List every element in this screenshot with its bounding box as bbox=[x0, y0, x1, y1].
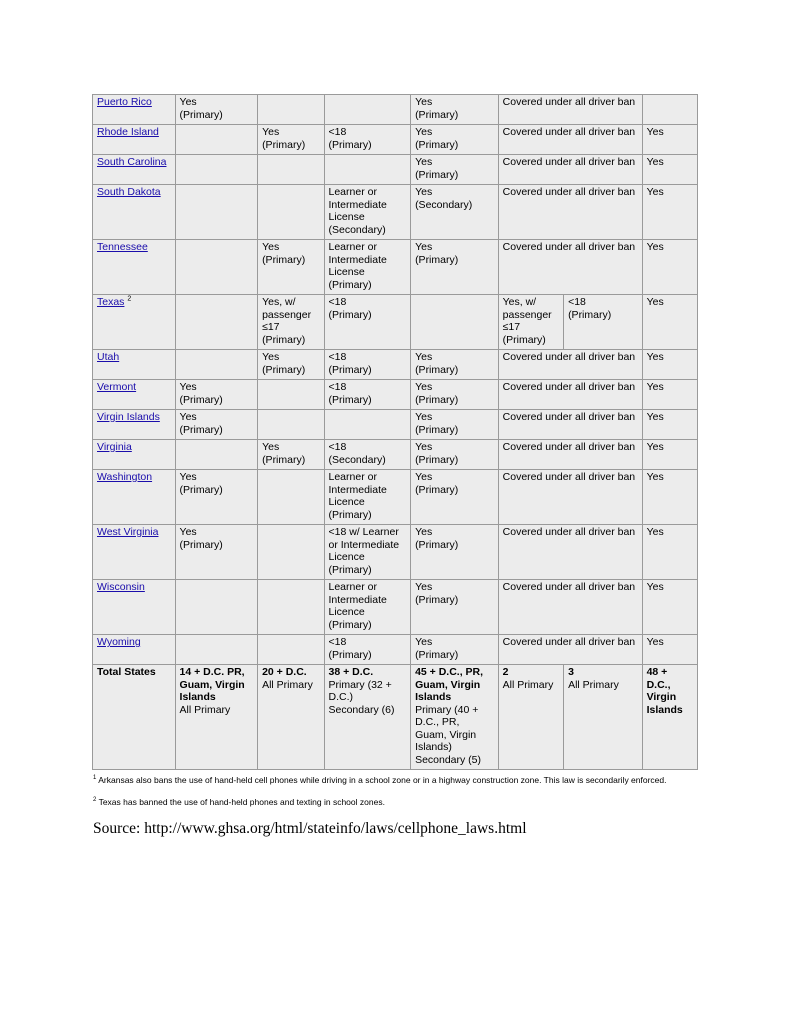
state-cell bbox=[93, 95, 176, 125]
table-cell: Covered under all driver ban bbox=[498, 95, 642, 125]
state-cell bbox=[93, 635, 176, 665]
table-row bbox=[93, 155, 698, 185]
table-cell: Yes bbox=[642, 125, 697, 155]
table-cell: Covered under all driver ban bbox=[498, 380, 642, 410]
table-cell: Learner or Intermediate Licence (Primary) bbox=[324, 470, 411, 525]
total-cell bbox=[258, 665, 324, 770]
table-cell: Learner or Intermediate License (Primary) bbox=[324, 240, 411, 295]
table-cell bbox=[175, 185, 258, 240]
state-link[interactable]: Vermont bbox=[97, 381, 137, 393]
table-body bbox=[93, 95, 698, 770]
footnote-text: Arkansas also bans the use of hand-held cell phones while driving in a school zone or in a highway construction zone. This law is secondarily enforced. bbox=[98, 775, 667, 785]
table-cell: Yes bbox=[642, 380, 697, 410]
table-cell bbox=[175, 125, 258, 155]
total-cell bbox=[498, 665, 563, 770]
table-cell: Yes (Primary) bbox=[175, 95, 258, 125]
state-link[interactable]: Tennessee bbox=[97, 241, 148, 253]
state-link[interactable]: Utah bbox=[97, 351, 120, 363]
table-row bbox=[93, 410, 698, 440]
table-cell bbox=[642, 95, 697, 125]
table-cell: Yes (Primary) bbox=[175, 525, 258, 580]
table-cell: <18 (Primary) bbox=[324, 125, 411, 155]
table-cell: Covered under all driver ban bbox=[498, 470, 642, 525]
table-row bbox=[93, 350, 698, 380]
table-cell: Covered under all driver ban bbox=[498, 635, 642, 665]
state-cell bbox=[93, 185, 176, 240]
table-row bbox=[93, 440, 698, 470]
state-link[interactable]: Puerto Rico bbox=[97, 96, 152, 108]
total-enforcement: All Primary bbox=[568, 678, 619, 691]
total-count: 3 bbox=[568, 666, 574, 678]
table-row bbox=[93, 470, 698, 525]
table-cell: Yes, w/ passenger ≤17 (Primary) bbox=[498, 295, 563, 350]
table-cell: Covered under all driver ban bbox=[498, 440, 642, 470]
table-cell bbox=[175, 155, 258, 185]
table-cell: Yes (Primary) bbox=[258, 240, 324, 295]
table-cell: Yes bbox=[642, 525, 697, 580]
table-cell: Yes bbox=[642, 410, 697, 440]
table-cell bbox=[258, 185, 324, 240]
table-cell bbox=[258, 155, 324, 185]
state-cell bbox=[93, 125, 176, 155]
state-cell bbox=[93, 410, 176, 440]
table-cell bbox=[258, 95, 324, 125]
table-cell: Yes bbox=[642, 185, 697, 240]
table-cell: Covered under all driver ban bbox=[498, 580, 642, 635]
total-enforcement: Primary (40 + D.C., PR, Guam, Virgin Islands) Secondary (5) bbox=[415, 703, 482, 766]
table-cell: <18 (Primary) bbox=[324, 635, 411, 665]
table-cell: Yes (Primary) bbox=[258, 350, 324, 380]
table-cell: Yes (Primary) bbox=[411, 350, 499, 380]
total-count: 45 + D.C., PR, Guam, Virgin Islands bbox=[415, 666, 484, 703]
table-cell: Yes bbox=[642, 635, 697, 665]
table-cell bbox=[258, 410, 324, 440]
footnote-1 bbox=[93, 775, 693, 786]
table-cell: Yes, w/ passenger ≤17 (Primary) bbox=[258, 295, 324, 350]
table-cell: Yes (Primary) bbox=[411, 470, 499, 525]
table-cell bbox=[175, 635, 258, 665]
table-cell bbox=[324, 155, 411, 185]
table-cell: <18 (Primary) bbox=[324, 380, 411, 410]
table-cell bbox=[175, 295, 258, 350]
table-cell: Yes (Primary) bbox=[411, 95, 499, 125]
table-cell: Yes (Primary) bbox=[175, 380, 258, 410]
state-link[interactable]: Wisconsin bbox=[97, 581, 145, 593]
total-label: Total States bbox=[93, 665, 176, 770]
table-cell: Yes (Primary) bbox=[175, 410, 258, 440]
table-cell bbox=[175, 240, 258, 295]
table-cell: Yes bbox=[642, 295, 697, 350]
table-cell: Yes (Primary) bbox=[411, 155, 499, 185]
state-link[interactable]: South Carolina bbox=[97, 156, 167, 168]
total-cell bbox=[564, 665, 643, 770]
state-cell bbox=[93, 350, 176, 380]
total-enforcement: Primary (32 + D.C.) Secondary (6) bbox=[328, 678, 395, 716]
table-cell: Yes (Primary) bbox=[411, 525, 499, 580]
table-cell: Yes bbox=[642, 470, 697, 525]
table-cell: Yes (Primary) bbox=[411, 440, 499, 470]
table-cell: Yes bbox=[642, 155, 697, 185]
footnote-mark: 1 bbox=[93, 775, 97, 782]
source-citation: Source: http://www.ghsa.org/html/stateinfo/laws/cellphone_laws.html bbox=[93, 820, 527, 837]
state-link[interactable]: Texas bbox=[97, 296, 125, 308]
state-cell bbox=[93, 525, 176, 580]
table-cell: Covered under all driver ban bbox=[498, 155, 642, 185]
table-cell: Yes (Primary) bbox=[411, 240, 499, 295]
table-cell: Yes (Primary) bbox=[411, 125, 499, 155]
table-cell: Covered under all driver ban bbox=[498, 185, 642, 240]
table-cell: Yes (Secondary) bbox=[411, 185, 499, 240]
table-cell bbox=[258, 525, 324, 580]
total-cell bbox=[411, 665, 499, 770]
total-cell bbox=[175, 665, 258, 770]
table-cell: Yes bbox=[642, 440, 697, 470]
table-cell bbox=[258, 580, 324, 635]
total-count: 48 + D.C., Virgin Islands bbox=[646, 666, 683, 716]
table-row bbox=[93, 635, 698, 665]
table-cell: Yes bbox=[642, 240, 697, 295]
table-cell: Yes (Primary) bbox=[411, 380, 499, 410]
table-cell bbox=[175, 580, 258, 635]
table-cell: Yes (Primary) bbox=[175, 470, 258, 525]
table-cell: Covered under all driver ban bbox=[498, 350, 642, 380]
table-cell: Covered under all driver ban bbox=[498, 240, 642, 295]
table-row bbox=[93, 295, 698, 350]
table-row bbox=[93, 525, 698, 580]
table-cell: <18 (Primary) bbox=[324, 350, 411, 380]
table-cell: Yes (Primary) bbox=[411, 580, 499, 635]
table-cell: Yes bbox=[642, 580, 697, 635]
table-cell bbox=[258, 635, 324, 665]
total-cell bbox=[324, 665, 411, 770]
table-cell bbox=[175, 440, 258, 470]
cellphone-laws-table bbox=[92, 94, 698, 770]
table-cell: Yes (Primary) bbox=[258, 440, 324, 470]
table-row bbox=[93, 125, 698, 155]
state-link[interactable]: Washington bbox=[97, 471, 153, 483]
table-cell bbox=[175, 350, 258, 380]
state-link[interactable]: West Virginia bbox=[97, 526, 159, 538]
state-link[interactable]: South Dakota bbox=[97, 186, 161, 198]
table-cell: Learner or Intermediate License (Secondary) bbox=[324, 185, 411, 240]
table-cell bbox=[411, 295, 499, 350]
table-cell bbox=[258, 380, 324, 410]
table-row bbox=[93, 95, 698, 125]
table-cell bbox=[258, 470, 324, 525]
total-enforcement: All Primary bbox=[502, 678, 554, 691]
total-row bbox=[93, 665, 698, 770]
state-cell bbox=[93, 295, 176, 350]
total-count: 38 + D.C. bbox=[328, 666, 374, 678]
state-cell bbox=[93, 470, 176, 525]
table-cell bbox=[324, 410, 411, 440]
table-cell: Yes (Primary) bbox=[411, 635, 499, 665]
state-link[interactable]: Virgin Islands bbox=[97, 411, 160, 423]
table-row bbox=[93, 240, 698, 295]
state-cell bbox=[93, 240, 176, 295]
total-count: 14 + D.C. PR, Guam, Virgin Islands bbox=[179, 666, 245, 703]
table-cell: Covered under all driver ban bbox=[498, 125, 642, 155]
table-cell: Yes bbox=[642, 350, 697, 380]
total-cell bbox=[642, 665, 697, 770]
table-cell: <18 w/ Learner or Intermediate Licence (Primary) bbox=[324, 525, 411, 580]
table-cell bbox=[324, 95, 411, 125]
state-link[interactable]: Virginia bbox=[97, 441, 132, 453]
table-cell: Yes (Primary) bbox=[411, 410, 499, 440]
table-cell: Yes (Primary) bbox=[258, 125, 324, 155]
state-cell bbox=[93, 380, 176, 410]
table-cell: Covered under all driver ban bbox=[498, 525, 642, 580]
total-count: 2 bbox=[502, 666, 509, 678]
table-cell: <18 (Secondary) bbox=[324, 440, 411, 470]
state-cell bbox=[93, 580, 176, 635]
table-row bbox=[93, 185, 698, 240]
state-cell bbox=[93, 155, 176, 185]
state-link[interactable]: Wyoming bbox=[97, 636, 141, 648]
table-cell: <18 (Primary) bbox=[324, 295, 411, 350]
total-enforcement: All Primary bbox=[179, 703, 231, 716]
table-cell: <18 (Primary) bbox=[564, 295, 643, 350]
state-link[interactable]: Rhode Island bbox=[97, 126, 159, 138]
state-cell bbox=[93, 440, 176, 470]
table-row bbox=[93, 380, 698, 410]
footnote-mark: 2 bbox=[93, 797, 97, 804]
table-row bbox=[93, 580, 698, 635]
footnote-text: Texas has banned the use of hand-held phones and texting in school zones. bbox=[98, 797, 385, 807]
total-enforcement: All Primary bbox=[262, 678, 313, 691]
footnote-2 bbox=[93, 797, 693, 808]
table-cell: Learner or Intermediate Licence (Primary) bbox=[324, 580, 411, 635]
footnote-ref: 2 bbox=[127, 295, 132, 303]
table-cell: Covered under all driver ban bbox=[498, 410, 642, 440]
total-count: 20 + D.C. bbox=[262, 666, 307, 678]
